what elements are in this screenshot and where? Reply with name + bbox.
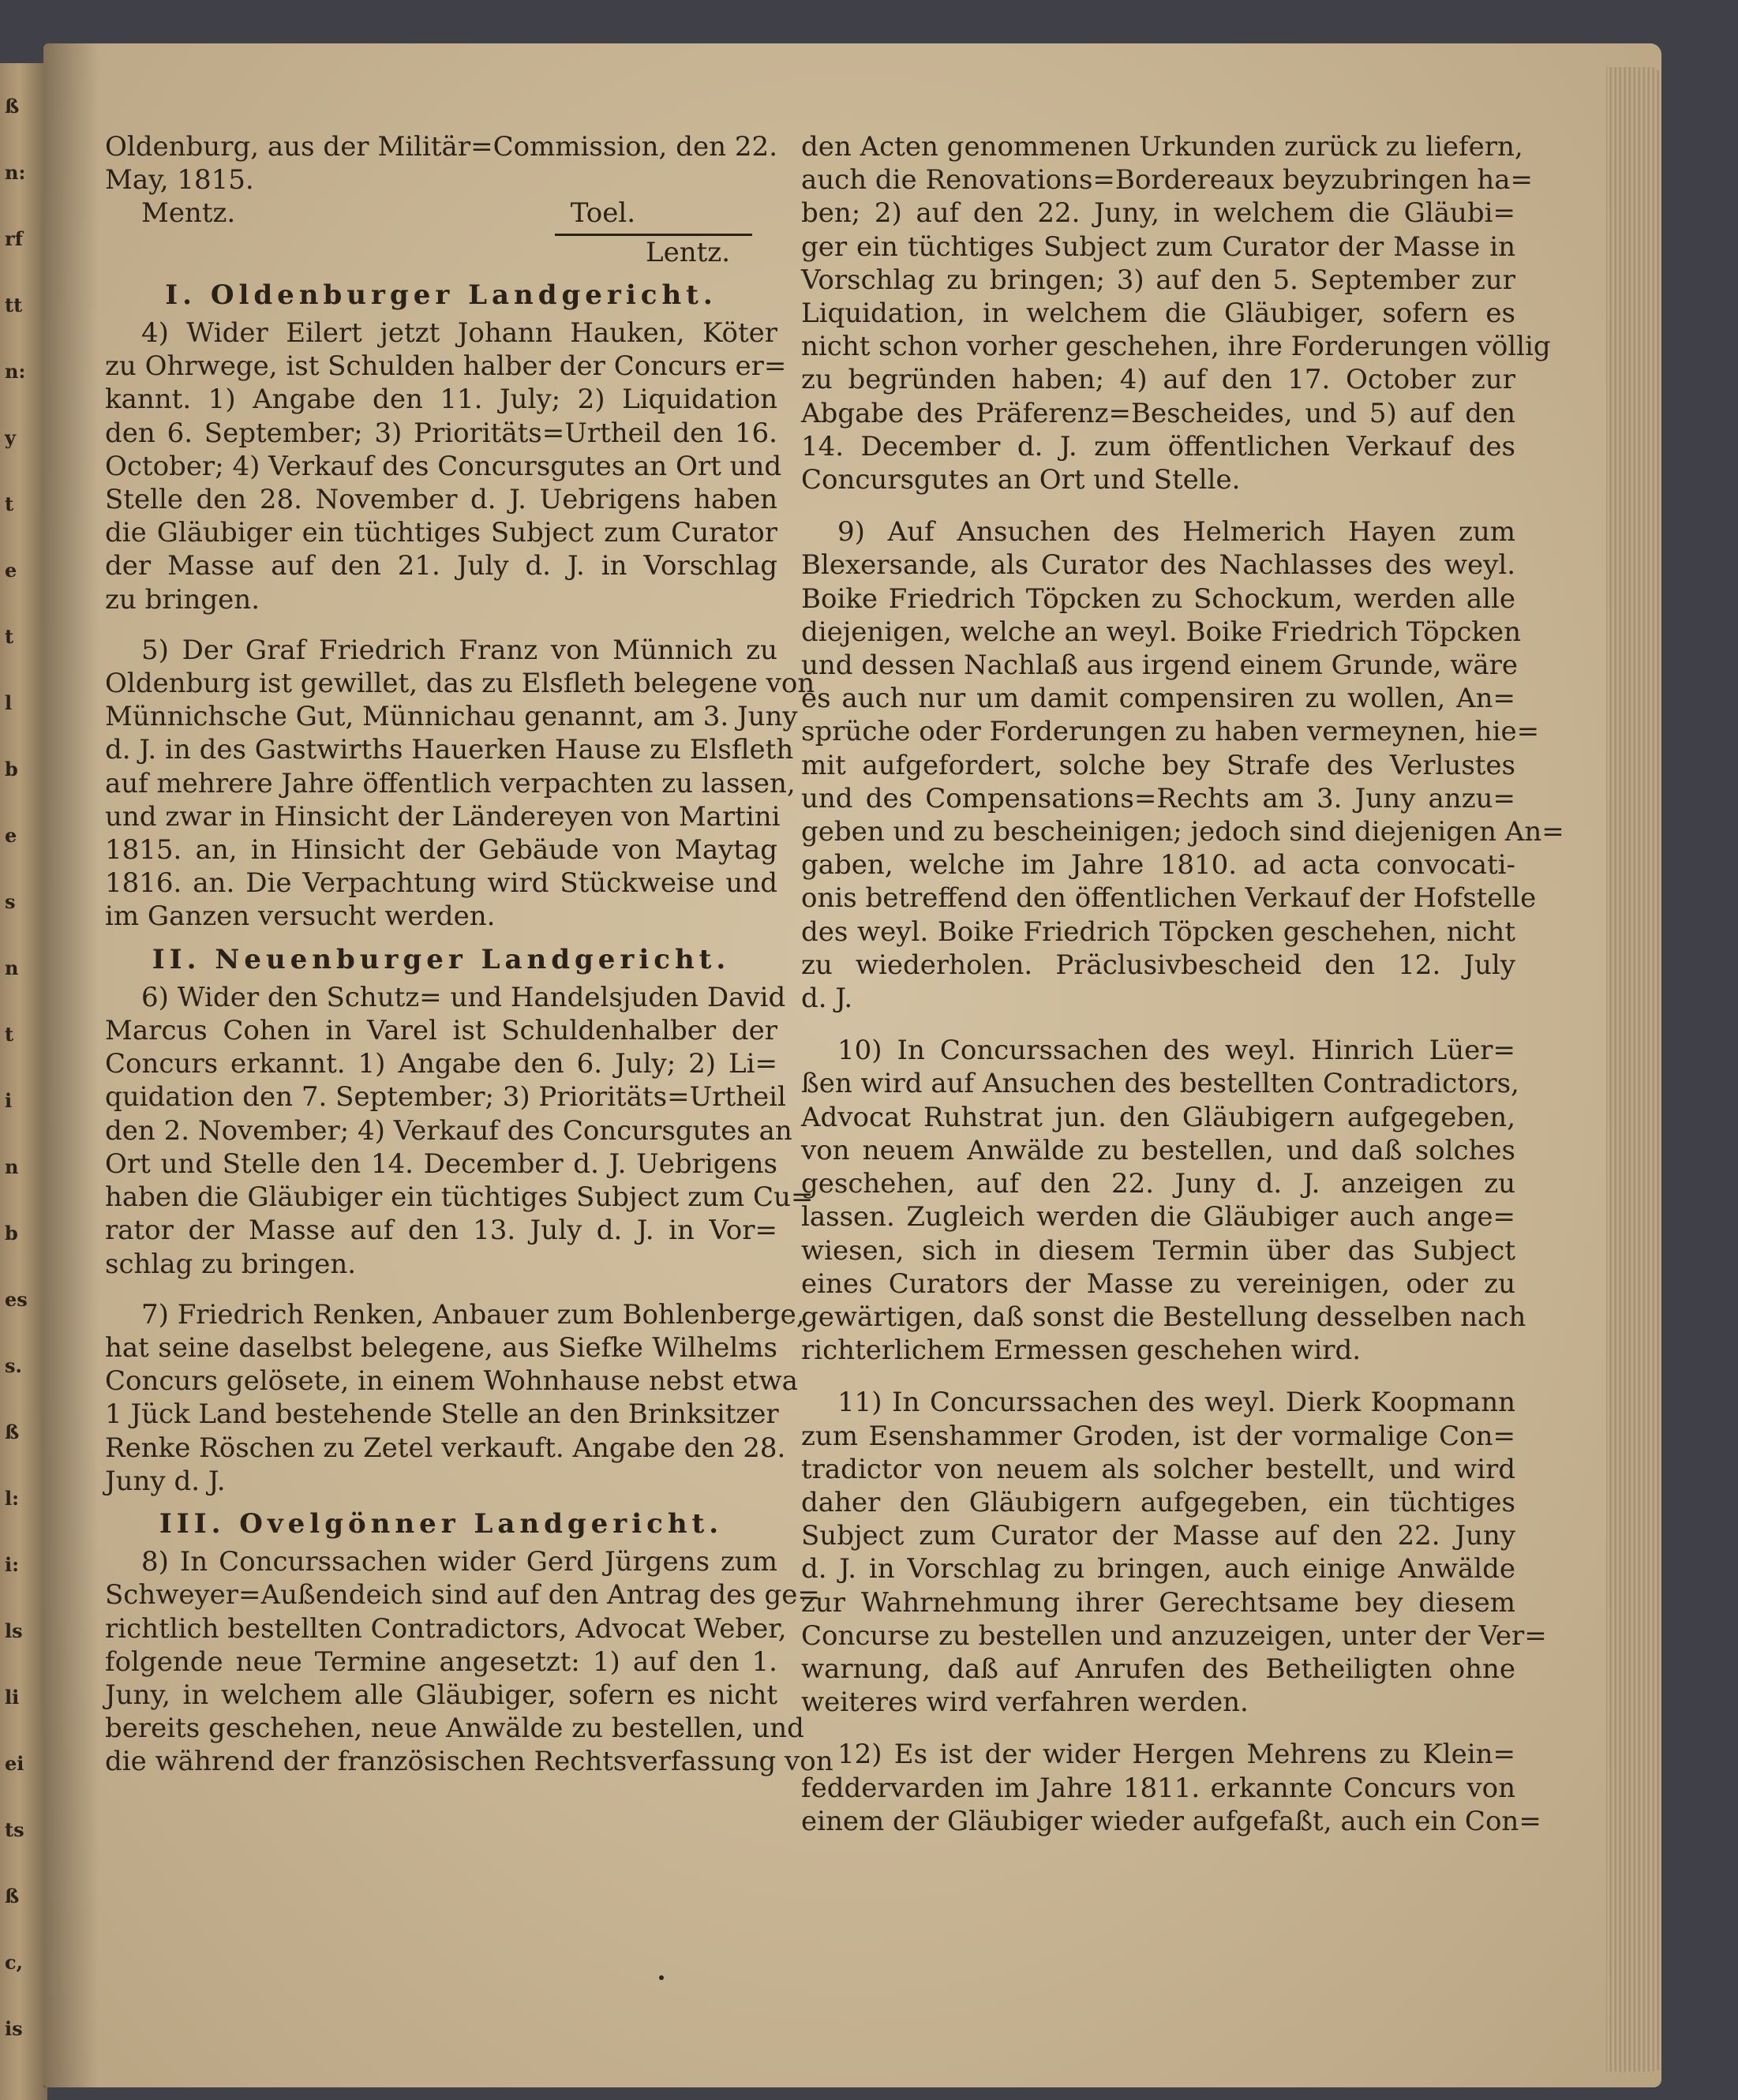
facing-page-fragment: ß bbox=[5, 1885, 20, 1907]
facing-page-fragment: t bbox=[5, 1023, 14, 1046]
facing-page-fragment: i bbox=[5, 1089, 13, 1112]
text-line: 4) Wider Eilert jetzt Johann Hauken, Köter bbox=[141, 317, 777, 350]
text-line: und zwar in Hinsicht der Ländereyen von Martini bbox=[105, 800, 781, 833]
text-line: 9) Auf Ansuchen des Helmerich Hayen zum bbox=[837, 516, 1515, 548]
facing-page-fragment: l bbox=[5, 691, 13, 714]
right-column bbox=[801, 130, 1564, 1838]
text-line: daher den Gläubigern aufgegeben, ein tüchtiges bbox=[801, 1486, 1515, 1518]
text-line: bereits geschehen, neue Anwälde zu bestellen, und bbox=[105, 1713, 804, 1745]
text-line: hat seine daselbst belegene, aus Siefke Wilhelms bbox=[105, 1331, 777, 1364]
text-line: den Acten genommenen Urkunden zurück zu liefern, bbox=[801, 131, 1523, 163]
text-line: geschehen, auf den 22. Juny d. J. anzeigen zu bbox=[801, 1168, 1515, 1200]
text-line: 12) Es ist der wider Hergen Mehrens zu Klein= bbox=[837, 1739, 1515, 1771]
text-line: tradictor von neuem als solcher bestellt, und wird bbox=[801, 1453, 1515, 1485]
paragraph bbox=[105, 634, 815, 934]
paragraph bbox=[801, 130, 1551, 496]
facing-page-fragment: n bbox=[5, 1155, 19, 1178]
text-line: quidation den 7. September; 3) Prioritäts=Urtheil bbox=[105, 1081, 786, 1114]
facing-page-fragment: c, bbox=[5, 1951, 23, 1974]
ink-dot bbox=[659, 1975, 664, 1980]
text-line: im Ganzen versucht werden. bbox=[105, 900, 496, 933]
left-column bbox=[105, 130, 833, 1779]
text-line: Juny d. J. bbox=[105, 1465, 226, 1497]
text-line: 8) In Concurssachen wider Gerd Jürgens zum bbox=[141, 1546, 777, 1578]
text-line: feddervarden im Jahre 1811. erkannte Concurs von bbox=[801, 1772, 1515, 1804]
text-line: Liquidation, in welchem die Gläubiger, sofern es bbox=[801, 298, 1515, 330]
text-line: zum Esenshammer Groden, ist der vormalige Con= bbox=[801, 1420, 1515, 1452]
text-line: d. J. in Vorschlag zu bringen, auch einige Anwälde bbox=[801, 1553, 1515, 1585]
signature: Lentz. bbox=[646, 236, 730, 268]
text-line: lassen. Zugleich werden die Gläubiger auch ange= bbox=[801, 1201, 1515, 1233]
text-line: kannt. 1) Angabe den 11. July; 2) Liquidation bbox=[105, 384, 777, 416]
dateline-line: Oldenburg, aus der Militär=Commission, den 22. bbox=[105, 131, 777, 163]
facing-page-fragment: y bbox=[5, 426, 16, 449]
text-line: zu wiederholen. Präclusivbescheid den 12. July bbox=[801, 949, 1515, 981]
text-line: Renke Röschen zu Zetel verkauft. Angabe den 28. bbox=[105, 1432, 786, 1464]
text-line: 11) In Concurssachen des weyl. Dierk Koopmann bbox=[837, 1387, 1515, 1419]
facing-page-fragment: ei bbox=[5, 1752, 24, 1775]
text-line: zu bringen. bbox=[105, 583, 260, 616]
facing-page-fragment: e bbox=[5, 824, 17, 847]
text-line: Marcus Cohen in Varel ist Schuldenhalber der bbox=[105, 1015, 777, 1047]
paragraph bbox=[801, 1034, 1526, 1367]
text-line: richterlichem Ermessen geschehen wird. bbox=[801, 1334, 1362, 1367]
paragraph bbox=[801, 515, 1564, 1015]
text-line: Concursgutes an Ort und Stelle. bbox=[801, 464, 1241, 496]
paragraph bbox=[105, 981, 814, 1281]
text-line: schlag zu bringen. bbox=[105, 1248, 357, 1280]
facing-page-fragment: tt bbox=[5, 294, 23, 316]
text-line: rator der Masse auf den 13. July d. J. in Vor= bbox=[105, 1215, 777, 1247]
paragraph bbox=[105, 316, 787, 616]
text-line: 7) Friedrich Renken, Anbauer zum Bohlenberge, bbox=[141, 1298, 805, 1331]
text-line: Concurs gelösete, in einem Wohnhause nebst etwa bbox=[105, 1365, 798, 1398]
text-line: diejenigen, welche an weyl. Boike Friedrich Töpcken bbox=[801, 616, 1522, 648]
text-line: 1815. an, in Hinsicht der Gebäude von Maytag bbox=[105, 834, 777, 867]
text-line: eines Curators der Masse zu vereinigen, oder zu bbox=[801, 1267, 1515, 1300]
page-stack-edge bbox=[1606, 67, 1661, 2072]
text-line: Vorschlag zu bringen; 3) auf den 5. September zur bbox=[801, 264, 1515, 296]
paragraph bbox=[801, 1738, 1541, 1838]
text-line: October; 4) Verkauf des Concursgutes an Ort und bbox=[105, 450, 782, 482]
facing-page-fragment: n: bbox=[5, 360, 26, 383]
document-page bbox=[43, 43, 1661, 2087]
section-heading: II. Neuenburger Landgericht. bbox=[152, 943, 731, 975]
text-line: ben; 2) auf den 22. Juny, in welchem die Gläubi= bbox=[801, 197, 1515, 230]
text-line: 6) Wider den Schutz= und Handelsjuden David bbox=[141, 981, 786, 1013]
facing-page-fragment: l: bbox=[5, 1487, 19, 1510]
text-line: Stelle den 28. November d. J. Uebrigens haben bbox=[105, 484, 777, 516]
facing-page-fragment: s bbox=[5, 890, 16, 913]
facing-page-fragment: e bbox=[5, 559, 17, 582]
text-line: Oldenburg ist gewillet, das zu Elsfleth belegene von bbox=[105, 668, 815, 700]
text-line: nicht schon vorher geschehen, ihre Forderungen völlig bbox=[801, 331, 1551, 363]
text-line: d. J. bbox=[801, 983, 853, 1015]
text-line: gewärtigen, daß sonst die Bestellung desselben nach bbox=[801, 1301, 1526, 1333]
facing-page-fragment: li bbox=[5, 1686, 20, 1709]
facing-page-fragment: b bbox=[5, 758, 18, 780]
dateline-line: May, 1815. bbox=[105, 164, 254, 197]
text-line: 1 Jück Land bestehende Stelle an den Brinksitzer bbox=[105, 1398, 779, 1431]
text-line: ger ein tüchtiges Subject zum Curator der Masse in bbox=[801, 230, 1515, 263]
facing-page-fragment: b bbox=[5, 1222, 18, 1245]
text-line: Advocat Ruhstrat jun. den Gläubigern aufgegeben, bbox=[801, 1101, 1515, 1133]
text-line: 1816. an. Die Verpachtung wird Stückweise und bbox=[105, 867, 777, 900]
text-line: Ort und Stelle den 14. December d. J. Uebrigens bbox=[105, 1147, 777, 1180]
text-line: Schweyer=Außendeich sind auf den Antrag des ge= bbox=[105, 1579, 820, 1611]
signature: Toel. bbox=[570, 197, 635, 230]
text-line: zu Ohrwege, ist Schulden halber der Concurs er= bbox=[105, 350, 787, 383]
text-line: Concurse zu bestellen und anzuzeigen, unter der Ver= bbox=[801, 1619, 1547, 1652]
facing-page-fragment: ls bbox=[5, 1619, 23, 1642]
text-line: d. J. in des Gastwirths Hauerken Hause zu Elsfleth bbox=[105, 734, 794, 766]
text-line: wiesen, sich in diesem Termin über das Subject bbox=[801, 1234, 1515, 1267]
facing-page-fragment: ts bbox=[5, 1818, 24, 1841]
facing-page-edge bbox=[0, 63, 47, 2100]
facing-page-fragment: rf bbox=[5, 227, 23, 250]
facing-page-fragment: n: bbox=[5, 161, 26, 184]
text-line: 14. December d. J. zum öffentlichen Verkauf des bbox=[801, 430, 1515, 462]
text-line: von neuem Anwälde zu bestellen, und daß solches bbox=[801, 1134, 1515, 1166]
facing-page-fragment: is bbox=[5, 2017, 23, 2040]
text-line: gaben, welche im Jahre 1810. ad acta convocati- bbox=[801, 849, 1515, 882]
text-line: weiteres wird verfahren werden. bbox=[801, 1686, 1249, 1719]
text-line: den 2. November; 4) Verkauf des Concursgutes an bbox=[105, 1114, 792, 1147]
text-line: Münnichsche Gut, Münnichau genannt, am 3. Juny bbox=[105, 701, 798, 733]
section-heading: I. Oldenburger Landgericht. bbox=[165, 279, 717, 311]
text-line: Juny, in welchem alle Gläubiger, sofern es nicht bbox=[105, 1679, 777, 1711]
text-line: geben und zu bescheinigen; jedoch sind diejenigen An= bbox=[801, 816, 1564, 848]
text-line: den 6. September; 3) Prioritäts=Urtheil den 16. bbox=[105, 417, 777, 449]
text-line: warnung, daß auf Anrufen des Betheiligten ohne bbox=[801, 1653, 1515, 1685]
facing-page-fragment: s. bbox=[5, 1354, 22, 1377]
paragraph bbox=[105, 1298, 805, 1498]
facing-page-fragment: ß bbox=[5, 95, 20, 118]
text-line: Concurs erkannt. 1) Angabe den 6. July; 2) Li= bbox=[105, 1048, 777, 1080]
text-line: folgende neue Termine angesetzt: 1) auf den 1. bbox=[105, 1645, 777, 1678]
text-line: 5) Der Graf Friedrich Franz von Münnich zu bbox=[141, 634, 777, 666]
text-line: Boike Friedrich Töpcken zu Schockum, werden alle bbox=[801, 582, 1515, 615]
gutter-shadow bbox=[43, 43, 99, 2087]
text-line: onis betreffend den öffentlichen Verkauf der Hofstelle bbox=[801, 882, 1537, 915]
text-line: auch die Renovations=Bordereaux beyzubringen ha= bbox=[801, 164, 1533, 197]
text-line: der Masse auf den 21. July d. J. in Vorschlag bbox=[105, 550, 777, 582]
facing-page-fragment: t bbox=[5, 492, 14, 515]
facing-page-fragment: es bbox=[5, 1288, 28, 1311]
signature: Mentz. bbox=[141, 197, 236, 230]
text-line: richtlich bestellten Contradictors, Advocat Weber, bbox=[105, 1612, 787, 1645]
text-line: des weyl. Boike Friedrich Töpcken geschehen, nicht bbox=[801, 915, 1515, 948]
text-line: Subject zum Curator der Masse auf den 22. Juny bbox=[801, 1520, 1515, 1552]
text-line: sprüche oder Forderungen zu haben vermeynen, hie= bbox=[801, 716, 1540, 748]
facing-page-fragment: i: bbox=[5, 1553, 19, 1576]
text-line: auf mehrere Jahre öffentlich verpachten zu lassen, bbox=[105, 767, 796, 799]
text-line: Blexersande, als Curator des Nachlasses des weyl. bbox=[801, 549, 1515, 582]
text-line: zur Wahrnehmung ihrer Gerechtsame bey diesem bbox=[801, 1586, 1515, 1619]
text-line: Abgabe des Präferenz=Bescheides, und 5) auf den bbox=[801, 397, 1515, 429]
facing-page-fragment: t bbox=[5, 625, 14, 648]
signature-row bbox=[105, 197, 777, 230]
text-line: und des Compensations=Rechts am 3. Juny anzu= bbox=[801, 782, 1515, 814]
text-line: zu begründen haben; 4) auf den 17. October zur bbox=[801, 364, 1515, 396]
text-line: mit aufgefordert, solche bey Strafe des Verlustes bbox=[801, 749, 1515, 781]
text-line: die Gläubiger ein tüchtiges Subject zum Curator bbox=[105, 517, 777, 549]
text-line: die während der französischen Rechtsverfassung von bbox=[105, 1746, 833, 1778]
text-line: ßen wird auf Ansuchen des bestellten Contradictors, bbox=[801, 1068, 1519, 1100]
section-heading: III. Ovelgönner Landgericht. bbox=[159, 1507, 724, 1540]
paragraph bbox=[801, 1386, 1547, 1719]
facing-page-fragment: n bbox=[5, 956, 19, 979]
text-line: einem der Gläubiger wieder aufgefaßt, auch ein Con= bbox=[801, 1805, 1541, 1837]
text-line: und dessen Nachlaß aus irgend einem Grunde, wäre bbox=[801, 649, 1519, 682]
text-line: 10) In Concurssachen des weyl. Hinrich Lüer= bbox=[837, 1035, 1515, 1067]
text-line: haben die Gläubiger ein tüchtiges Subject zum Cu= bbox=[105, 1181, 814, 1214]
paragraph bbox=[105, 1545, 833, 1778]
text-line: es auch nur um damit compensiren zu wollen, An= bbox=[801, 683, 1515, 715]
facing-page-fragment: ß bbox=[5, 1421, 20, 1443]
